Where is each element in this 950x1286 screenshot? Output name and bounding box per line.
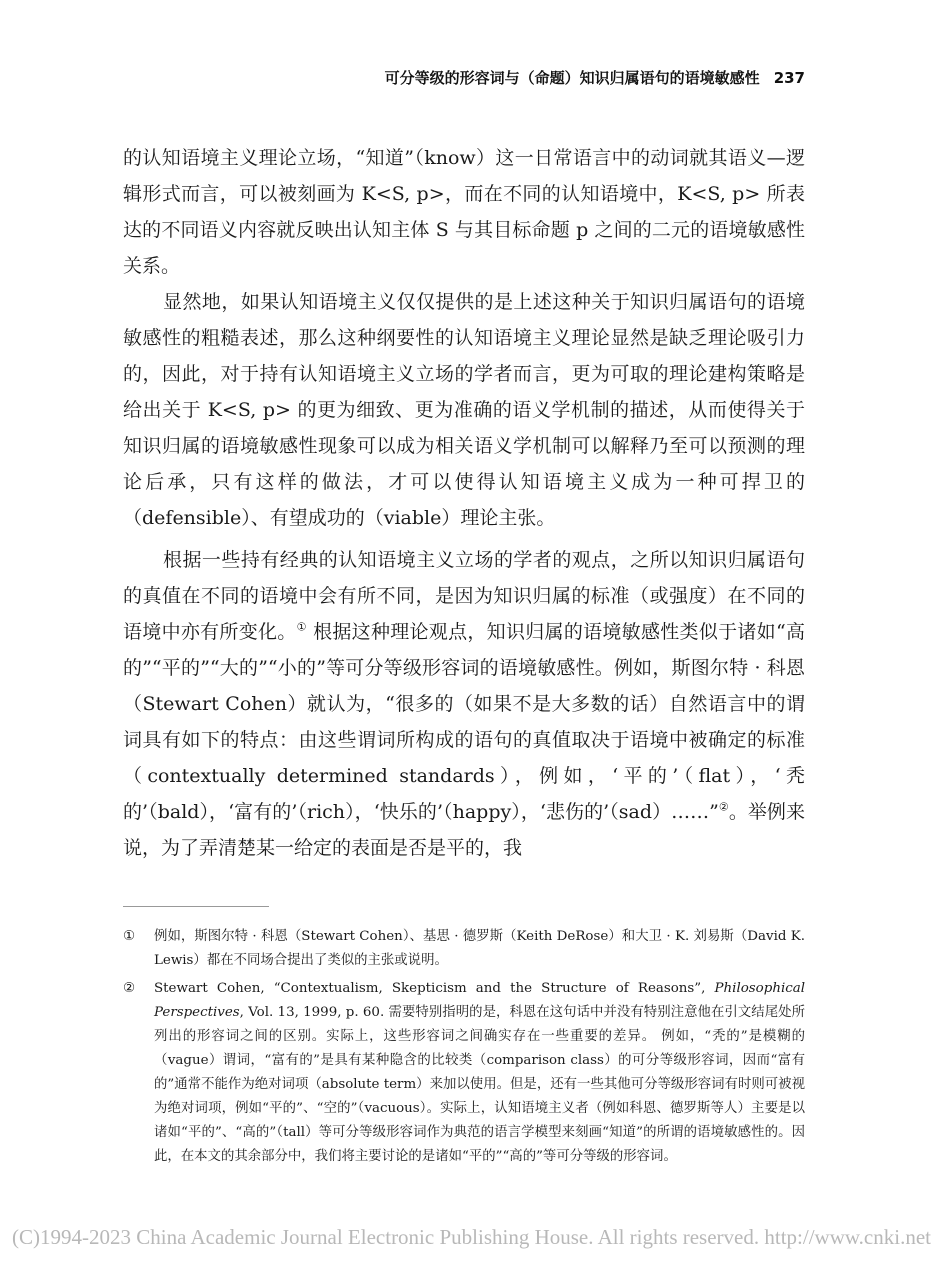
paragraph-3-part-a: 根据一些持有经典的认知语境主义立场的学者的观点，之所以知识归属语句的真值在不同的语境中会有所不同，是因为知识归属的标准（或强度）在不同的语境中亦有所变化。 (123, 549, 805, 643)
footnote-text (154, 977, 805, 1169)
footnote-2 (123, 977, 805, 1169)
paragraph-3-part-c: 。举例来说，为了弄清楚某一给定的表面是否是平的，我 (123, 801, 805, 859)
paragraph-1: 的认知语境主义理论立场，“知道”（know）这一日常语言中的动词就其语义—逻辑形式而言，可以被刻画为 K<S, p>，而在不同的认知语境中，K<S, p> 所表达的不同语义内容就反映出认知主体 S 与其目标命题 p 之间的二元的语境敏感性关系。 (123, 147, 805, 277)
paragraph-3 (123, 542, 805, 866)
footnote-mark: ② (123, 981, 136, 996)
footnote-1 (123, 925, 805, 973)
paragraph-2: 显然地，如果认知语境主义仅仅提供的是上述这种关于知识归属语句的语境敏感性的粗糙表述，那么这种纲要性的认知语境主义理论显然是缺乏理论吸引力的，因此，对于持有认知语境主义立场的学者而言，更为可取的理论建构策略是给出关于 K<S, p> 的更为细致、更为准确的语义学机制的描述，从而使得关于知识归属的语境敏感性现象可以成为相关语义学机制可以解释乃至可以预测的理论后承，只有这样的做法，才可以使得认知语境主义成为一种可捍卫的（defensible）、有望成功的（viable）理论主张。 (123, 291, 805, 529)
footnotes (123, 925, 805, 1169)
body-text (123, 140, 805, 866)
footnote-2-citation: Stewart Cohen, “Contextualism, Skepticism and the Structure of Reasons”, (154, 981, 715, 996)
copyright-watermark: (C)1994-2023 China Academic Journal Electronic Publishing House. All rights reserved. http://www.cnki.net (12, 1225, 931, 1249)
footnote-ref-1[interactable]: ① (296, 620, 307, 634)
journal-title: Philosophical Perspectives (154, 981, 805, 1020)
running-header (123, 66, 805, 90)
paragraph-3-part-b: 根据这种理论观点，知识归属的语境敏感性类似于诸如“高的”“平的”“大的”“小的”等可分等级形容词的语境敏感性。例如，斯图尔特 · 科恩（Stewart Cohen）就认为，“很多的（如果不是大多数的话）自然语言中的谓词具有如下的特点：由这些谓词所构成的语句的真值取决于语境中被确定的标准（contextually determined standards），例如，‘平的’（flat），‘秃的’（bald），‘富有的’（rich），‘快乐的’（happy），‘悲伤的’（sad）……” (123, 621, 805, 823)
footnote-2-body: , Vol. 13, 1999, p. 60. 需要特别指明的是，科恩在这句话中并没有特别注意他在引文结尾处所列出的形容词之间的区别。实际上，这些形容词之间确实存在一些重要的差异。 例如，“秃的”是模糊的（vague）谓词，“富有的”是具有某种隐含的比较类（comparison class）的可分等级形容词，因而“富有的”通常不能作为绝对词项（absolute term）来加以使用。但是，还有一些其他可分等级形容词有时则可被视为绝对词项，例如“平的”、“空的”（vacuous）。实际上，认知语境主义者（例如科恩、德罗斯等人）主要是以诸如“平的”、“高的”（tall）等可分等级形容词作为典范的语言学模型来刻画“知道”的所谓的语境敏感性的。因此，在本文的其余部分中，我们将主要讨论的是诸如“平的”“高的”等可分等级的形容词。 (154, 1005, 805, 1164)
header-title: 可分等级的形容词与（命题）知识归属语句的语境敏感性 (384, 69, 760, 87)
footnote-text: 例如，斯图尔特 · 科恩（Stewart Cohen）、基思 · 德罗斯（Keith DeRose）和大卫 · K. 刘易斯（David K. Lewis）都在不同场合提出了类似的主张或说明。 (154, 929, 805, 968)
page-number: 237 (773, 69, 805, 87)
footnote-ref-2[interactable]: ② (718, 800, 729, 814)
footnote-mark: ① (123, 929, 136, 944)
footnote-divider (123, 906, 269, 907)
